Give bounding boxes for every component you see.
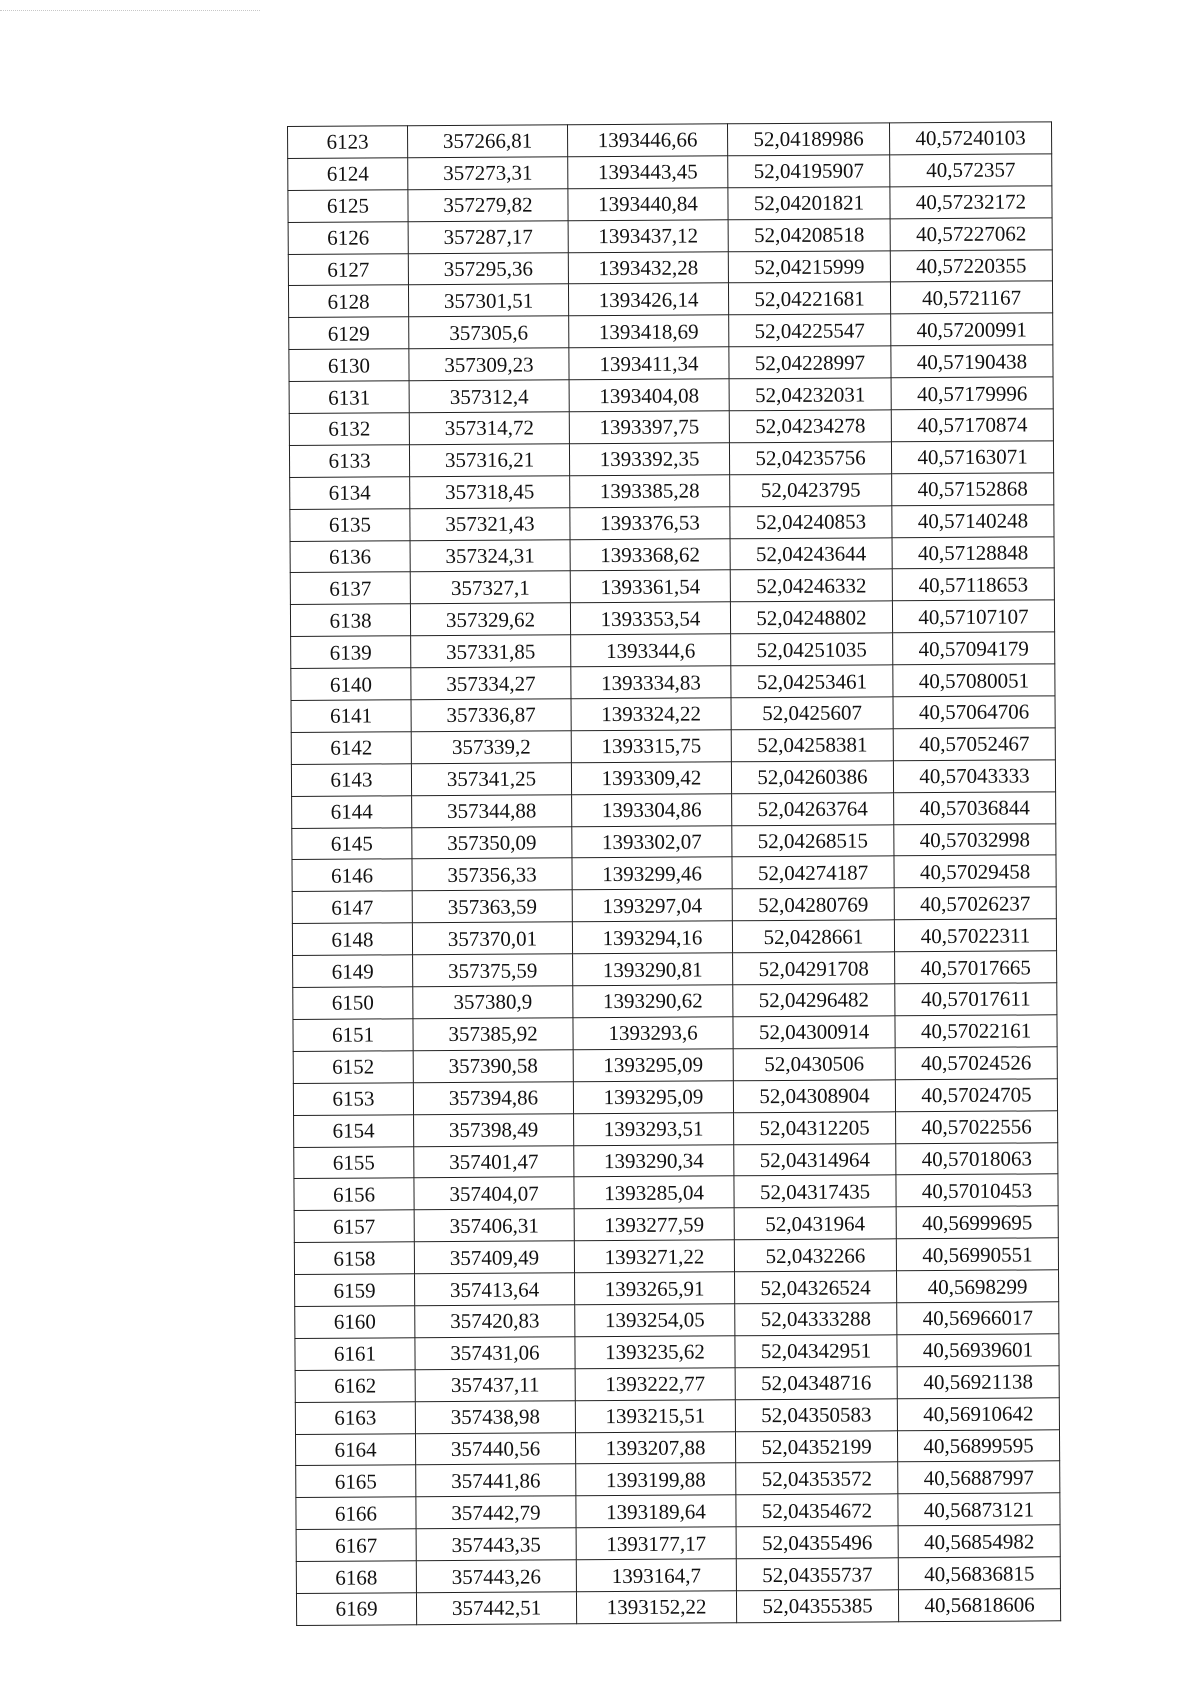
table-row — [294, 1174, 1058, 1211]
longitude-cell: 40,57029458 — [894, 855, 1056, 888]
longitude-cell: 40,56836815 — [898, 1557, 1060, 1590]
table-row — [288, 186, 1052, 223]
longitude-cell: 40,57018063 — [896, 1142, 1058, 1175]
point-number-cell: 6149 — [293, 955, 413, 988]
x-coordinate-cell: 357341,25 — [411, 763, 571, 796]
latitude-cell: 52,04355737 — [736, 1558, 898, 1591]
x-coordinate-cell: 357443,26 — [416, 1560, 576, 1593]
table-row — [291, 632, 1055, 669]
y-coordinate-cell: 1393177,17 — [576, 1527, 736, 1560]
x-coordinate-cell: 357350,09 — [412, 826, 572, 859]
latitude-cell: 52,04342951 — [735, 1335, 897, 1368]
table-row — [291, 760, 1055, 797]
y-coordinate-cell: 1393207,88 — [575, 1431, 735, 1464]
table-row — [293, 951, 1057, 988]
latitude-cell: 52,04246332 — [730, 569, 892, 602]
table-row — [293, 1047, 1057, 1084]
x-coordinate-cell: 357437,11 — [415, 1368, 575, 1401]
y-coordinate-cell: 1393392,35 — [569, 443, 729, 476]
latitude-cell: 52,04312205 — [734, 1111, 896, 1144]
longitude-cell: 40,56854982 — [898, 1525, 1060, 1558]
table-row — [296, 1557, 1060, 1594]
y-coordinate-cell: 1393295,09 — [573, 1049, 733, 1082]
latitude-cell: 52,04300914 — [733, 1016, 895, 1049]
table-row — [292, 823, 1056, 860]
latitude-cell: 52,04253461 — [731, 665, 893, 698]
longitude-cell: 40,572357 — [890, 154, 1052, 187]
table-row — [295, 1302, 1059, 1339]
x-coordinate-cell: 357385,92 — [413, 1018, 573, 1051]
table-row — [292, 887, 1056, 924]
latitude-cell: 52,04355385 — [736, 1590, 898, 1623]
longitude-cell: 40,57010453 — [896, 1174, 1058, 1207]
x-coordinate-cell: 357331,85 — [411, 635, 571, 668]
y-coordinate-cell: 1393397,75 — [569, 411, 729, 444]
table-row — [288, 218, 1052, 255]
point-number-cell: 6130 — [289, 349, 409, 382]
table-row — [289, 345, 1053, 382]
longitude-cell: 40,57064706 — [893, 696, 1055, 729]
y-coordinate-cell: 1393299,46 — [572, 857, 732, 890]
y-coordinate-cell: 1393368,62 — [570, 538, 730, 571]
table-row — [295, 1397, 1059, 1434]
longitude-cell: 40,57118653 — [892, 568, 1054, 601]
table-row — [295, 1334, 1059, 1371]
y-coordinate-cell: 1393440,84 — [568, 188, 728, 221]
point-number-cell: 6158 — [294, 1242, 414, 1275]
x-coordinate-cell: 357327,1 — [410, 571, 570, 604]
x-coordinate-cell: 357409,49 — [414, 1241, 574, 1274]
longitude-cell: 40,57043333 — [893, 760, 1055, 793]
y-coordinate-cell: 1393432,28 — [568, 251, 728, 284]
latitude-cell: 52,04240853 — [730, 505, 892, 538]
longitude-cell: 40,57140248 — [892, 505, 1054, 538]
x-coordinate-cell: 357413,64 — [415, 1273, 575, 1306]
point-number-cell: 6127 — [288, 253, 408, 286]
point-number-cell: 6164 — [295, 1433, 415, 1466]
y-coordinate-cell: 1393295,09 — [573, 1081, 733, 1114]
table-row — [290, 505, 1054, 542]
longitude-cell: 40,57232172 — [890, 186, 1052, 219]
latitude-cell: 52,0431964 — [734, 1207, 896, 1240]
longitude-cell: 40,57036844 — [894, 792, 1056, 825]
x-coordinate-cell: 357442,51 — [416, 1592, 576, 1625]
table-row — [289, 441, 1053, 478]
longitude-cell: 40,57024526 — [895, 1047, 1057, 1080]
latitude-cell: 52,04251035 — [731, 633, 893, 666]
y-coordinate-cell: 1393418,69 — [569, 315, 729, 348]
longitude-cell: 40,57026237 — [894, 887, 1056, 920]
point-number-cell: 6141 — [291, 700, 411, 733]
point-number-cell: 6132 — [289, 413, 409, 446]
longitude-cell: 40,56966017 — [897, 1302, 1059, 1335]
latitude-cell: 52,0423795 — [730, 474, 892, 507]
x-coordinate-cell: 357363,59 — [412, 890, 572, 923]
latitude-cell: 52,04243644 — [730, 537, 892, 570]
y-coordinate-cell: 1393437,12 — [568, 219, 728, 252]
x-coordinate-cell: 357375,59 — [413, 954, 573, 987]
point-number-cell: 6126 — [288, 221, 408, 254]
y-coordinate-cell: 1393293,51 — [574, 1112, 734, 1145]
x-coordinate-cell: 357431,06 — [415, 1337, 575, 1370]
longitude-cell: 40,56939601 — [897, 1334, 1059, 1367]
point-number-cell: 6167 — [296, 1529, 416, 1562]
table-row — [296, 1493, 1060, 1530]
latitude-cell: 52,04355496 — [736, 1526, 898, 1559]
table-row — [288, 122, 1052, 159]
point-number-cell: 6144 — [292, 795, 412, 828]
x-coordinate-cell: 357390,58 — [413, 1050, 573, 1083]
y-coordinate-cell: 1393290,34 — [574, 1144, 734, 1177]
longitude-cell: 40,57170874 — [891, 409, 1053, 442]
table-row — [288, 281, 1052, 318]
table-row — [293, 1079, 1057, 1116]
x-coordinate-cell: 357356,33 — [412, 858, 572, 891]
latitude-cell: 52,04225547 — [729, 314, 891, 347]
table-row — [288, 154, 1052, 191]
y-coordinate-cell: 1393199,88 — [576, 1463, 736, 1496]
latitude-cell: 52,04348716 — [735, 1367, 897, 1400]
x-coordinate-cell: 357309,23 — [409, 348, 569, 381]
table-row — [296, 1589, 1060, 1626]
latitude-cell: 52,04208518 — [728, 218, 890, 251]
point-number-cell: 6140 — [291, 668, 411, 701]
y-coordinate-cell: 1393285,04 — [574, 1176, 734, 1209]
x-coordinate-cell: 357441,86 — [416, 1464, 576, 1497]
x-coordinate-cell: 357370,01 — [412, 922, 572, 955]
latitude-cell: 52,04333288 — [735, 1303, 897, 1336]
x-coordinate-cell: 357324,31 — [410, 539, 570, 572]
longitude-cell: 40,56990551 — [896, 1238, 1058, 1271]
point-number-cell: 6159 — [295, 1274, 415, 1307]
latitude-cell: 52,04228997 — [729, 346, 891, 379]
latitude-cell: 52,0432266 — [734, 1239, 896, 1272]
y-coordinate-cell: 1393324,22 — [571, 698, 731, 731]
latitude-cell: 52,04263764 — [732, 793, 894, 826]
longitude-cell: 40,57052467 — [893, 728, 1055, 761]
point-number-cell: 6160 — [295, 1306, 415, 1339]
point-number-cell: 6148 — [292, 923, 412, 956]
y-coordinate-cell: 1393426,14 — [568, 283, 728, 316]
x-coordinate-cell: 357266,81 — [408, 125, 568, 158]
x-coordinate-cell: 357344,88 — [412, 794, 572, 827]
longitude-cell: 40,57190438 — [891, 345, 1053, 378]
latitude-cell: 52,04308904 — [733, 1080, 895, 1113]
x-coordinate-cell: 357318,45 — [410, 476, 570, 509]
longitude-cell: 40,56899595 — [897, 1429, 1059, 1462]
longitude-cell: 40,57080051 — [893, 664, 1055, 697]
longitude-cell: 40,56921138 — [897, 1366, 1059, 1399]
x-coordinate-cell: 357301,51 — [408, 284, 568, 317]
x-coordinate-cell: 357420,83 — [415, 1305, 575, 1338]
x-coordinate-cell: 357339,2 — [411, 731, 571, 764]
latitude-cell: 52,04296482 — [733, 984, 895, 1017]
latitude-cell: 52,0428661 — [732, 920, 894, 953]
x-coordinate-cell: 357312,4 — [409, 380, 569, 413]
table-row — [290, 536, 1054, 573]
latitude-cell: 52,04314964 — [734, 1143, 896, 1176]
point-number-cell: 6156 — [294, 1178, 414, 1211]
point-number-cell: 6154 — [294, 1114, 414, 1147]
x-coordinate-cell: 357443,35 — [416, 1528, 576, 1561]
latitude-cell: 52,04326524 — [735, 1271, 897, 1304]
x-coordinate-cell: 357442,79 — [416, 1496, 576, 1529]
table-row — [289, 409, 1053, 446]
point-number-cell: 6161 — [295, 1338, 415, 1371]
longitude-cell: 40,57200991 — [891, 313, 1053, 346]
y-coordinate-cell: 1393215,51 — [575, 1399, 735, 1432]
y-coordinate-cell: 1393315,75 — [571, 730, 731, 763]
longitude-cell: 40,57094179 — [893, 632, 1055, 665]
y-coordinate-cell: 1393222,77 — [575, 1368, 735, 1401]
latitude-cell: 52,04189986 — [727, 123, 889, 156]
point-number-cell: 6125 — [288, 190, 408, 223]
point-number-cell: 6129 — [289, 317, 409, 350]
point-number-cell: 6155 — [294, 1146, 414, 1179]
table-row — [288, 249, 1052, 286]
table-row — [292, 792, 1056, 829]
latitude-cell: 52,04201821 — [728, 187, 890, 220]
table-row — [290, 600, 1054, 637]
latitude-cell: 52,04221681 — [728, 282, 890, 315]
longitude-cell: 40,57163071 — [891, 441, 1053, 474]
y-coordinate-cell: 1393302,07 — [572, 825, 732, 858]
point-number-cell: 6137 — [290, 572, 410, 605]
x-coordinate-cell: 357334,27 — [411, 667, 571, 700]
y-coordinate-cell: 1393334,83 — [571, 666, 731, 699]
point-number-cell: 6147 — [292, 891, 412, 924]
y-coordinate-cell: 1393152,22 — [576, 1591, 736, 1624]
x-coordinate-cell: 357314,72 — [409, 412, 569, 445]
latitude-cell: 52,04352199 — [735, 1430, 897, 1463]
x-coordinate-cell: 357438,98 — [415, 1400, 575, 1433]
point-number-cell: 6165 — [296, 1465, 416, 1498]
table-row — [291, 696, 1055, 733]
table-row — [290, 473, 1054, 510]
latitude-cell: 52,04248802 — [730, 601, 892, 634]
point-number-cell: 6139 — [291, 636, 411, 669]
y-coordinate-cell: 1393304,86 — [572, 793, 732, 826]
table-row — [289, 377, 1053, 414]
longitude-cell: 40,57107107 — [892, 600, 1054, 633]
latitude-cell: 52,04234278 — [729, 410, 891, 443]
longitude-cell: 40,5698299 — [897, 1270, 1059, 1303]
latitude-cell: 52,04280769 — [732, 888, 894, 921]
longitude-cell: 40,57022556 — [896, 1110, 1058, 1143]
y-coordinate-cell: 1393254,05 — [575, 1304, 735, 1337]
x-coordinate-cell: 357273,31 — [408, 157, 568, 190]
longitude-cell: 40,57024705 — [895, 1079, 1057, 1112]
latitude-cell: 52,0425607 — [731, 697, 893, 730]
longitude-cell: 40,56887997 — [898, 1461, 1060, 1494]
latitude-cell: 52,04215999 — [728, 250, 890, 283]
table-row — [293, 1015, 1057, 1052]
x-coordinate-cell: 357321,43 — [410, 507, 570, 540]
x-coordinate-cell: 357380,9 — [413, 986, 573, 1019]
point-number-cell: 6152 — [293, 1051, 413, 1084]
latitude-cell: 52,04235756 — [729, 442, 891, 475]
point-number-cell: 6169 — [296, 1593, 416, 1626]
y-coordinate-cell: 1393265,91 — [575, 1272, 735, 1305]
point-number-cell: 6128 — [288, 285, 408, 318]
x-coordinate-cell: 357295,36 — [408, 252, 568, 285]
point-number-cell: 6163 — [295, 1401, 415, 1434]
x-coordinate-cell: 357279,82 — [408, 189, 568, 222]
y-coordinate-cell: 1393446,66 — [567, 124, 727, 157]
y-coordinate-cell: 1393404,08 — [569, 379, 729, 412]
y-coordinate-cell: 1393376,53 — [570, 506, 730, 539]
y-coordinate-cell: 1393344,6 — [571, 634, 731, 667]
point-number-cell: 6168 — [296, 1561, 416, 1594]
longitude-cell: 40,5721167 — [890, 281, 1052, 314]
point-number-cell: 6134 — [290, 477, 410, 510]
y-coordinate-cell: 1393235,62 — [575, 1336, 735, 1369]
point-number-cell: 6150 — [293, 987, 413, 1020]
x-coordinate-cell: 357305,6 — [409, 316, 569, 349]
x-coordinate-cell: 357287,17 — [408, 220, 568, 253]
table-row — [296, 1525, 1060, 1562]
latitude-cell: 52,04353572 — [736, 1462, 898, 1495]
point-number-cell: 6166 — [296, 1497, 416, 1530]
table-row — [295, 1366, 1059, 1403]
latitude-cell: 52,04354672 — [736, 1494, 898, 1527]
point-number-cell: 6133 — [289, 445, 409, 478]
longitude-cell: 40,57240103 — [889, 122, 1051, 155]
point-number-cell: 6157 — [294, 1210, 414, 1243]
longitude-cell: 40,57152868 — [892, 473, 1054, 506]
point-number-cell: 6146 — [292, 859, 412, 892]
x-coordinate-cell: 357336,87 — [411, 699, 571, 732]
coordinates-table — [287, 121, 1061, 1626]
table-row — [291, 664, 1055, 701]
longitude-cell: 40,56999695 — [896, 1206, 1058, 1239]
longitude-cell: 40,57128848 — [892, 536, 1054, 569]
point-number-cell: 6124 — [288, 158, 408, 191]
table-row — [292, 855, 1056, 892]
longitude-cell: 40,57032998 — [894, 823, 1056, 856]
longitude-cell: 40,57017611 — [895, 983, 1057, 1016]
coordinates-table-body — [288, 122, 1061, 1625]
point-number-cell: 6162 — [295, 1369, 415, 1402]
x-coordinate-cell: 357329,62 — [410, 603, 570, 636]
table-row — [289, 313, 1053, 350]
x-coordinate-cell: 357394,86 — [413, 1081, 573, 1114]
y-coordinate-cell: 1393297,04 — [572, 889, 732, 922]
latitude-cell: 52,04258381 — [731, 729, 893, 762]
table-row — [294, 1206, 1058, 1243]
longitude-cell: 40,57179996 — [891, 377, 1053, 410]
table-row — [291, 728, 1055, 765]
point-number-cell: 6135 — [290, 508, 410, 541]
longitude-cell: 40,57022311 — [894, 919, 1056, 952]
table-row — [293, 983, 1057, 1020]
latitude-cell: 52,04268515 — [732, 824, 894, 857]
table-row — [296, 1461, 1060, 1498]
longitude-cell: 40,57220355 — [890, 249, 1052, 282]
point-number-cell: 6136 — [290, 540, 410, 573]
latitude-cell: 52,0430506 — [733, 1048, 895, 1081]
longitude-cell: 40,56818606 — [898, 1589, 1060, 1622]
longitude-cell: 40,56873121 — [898, 1493, 1060, 1526]
y-coordinate-cell: 1393277,59 — [574, 1208, 734, 1241]
point-number-cell: 6138 — [290, 604, 410, 637]
latitude-cell: 52,04291708 — [733, 952, 895, 985]
longitude-cell: 40,57227062 — [890, 218, 1052, 251]
latitude-cell: 52,04232031 — [729, 378, 891, 411]
y-coordinate-cell: 1393361,54 — [570, 570, 730, 603]
x-coordinate-cell: 357398,49 — [414, 1113, 574, 1146]
x-coordinate-cell: 357316,21 — [409, 444, 569, 477]
y-coordinate-cell: 1393290,62 — [573, 985, 733, 1018]
x-coordinate-cell: 357404,07 — [414, 1177, 574, 1210]
x-coordinate-cell: 357440,56 — [415, 1432, 575, 1465]
longitude-cell: 40,57022161 — [895, 1015, 1057, 1048]
latitude-cell: 52,04350583 — [735, 1398, 897, 1431]
y-coordinate-cell: 1393385,28 — [570, 475, 730, 508]
y-coordinate-cell: 1393271,22 — [574, 1240, 734, 1273]
latitude-cell: 52,04317435 — [734, 1175, 896, 1208]
point-number-cell: 6142 — [291, 732, 411, 765]
y-coordinate-cell: 1393443,45 — [568, 156, 728, 189]
point-number-cell: 6143 — [291, 764, 411, 797]
y-coordinate-cell: 1393164,7 — [576, 1559, 736, 1592]
point-number-cell: 6123 — [288, 126, 408, 159]
table-row — [294, 1238, 1058, 1275]
x-coordinate-cell: 357406,31 — [414, 1209, 574, 1242]
latitude-cell: 52,04274187 — [732, 856, 894, 889]
y-coordinate-cell: 1393293,6 — [573, 1017, 733, 1050]
table-row — [290, 568, 1054, 605]
table-row — [295, 1429, 1059, 1466]
x-coordinate-cell: 357401,47 — [414, 1145, 574, 1178]
table-row — [292, 919, 1056, 956]
table-row — [294, 1110, 1058, 1147]
scan-edge-mark — [0, 10, 260, 11]
latitude-cell: 52,04195907 — [728, 155, 890, 188]
point-number-cell: 6145 — [292, 827, 412, 860]
point-number-cell: 6151 — [293, 1019, 413, 1052]
y-coordinate-cell: 1393294,16 — [572, 921, 732, 954]
y-coordinate-cell: 1393411,34 — [569, 347, 729, 380]
point-number-cell: 6131 — [289, 381, 409, 414]
table-row — [295, 1270, 1059, 1307]
point-number-cell: 6153 — [293, 1082, 413, 1115]
y-coordinate-cell: 1393290,81 — [573, 953, 733, 986]
y-coordinate-cell: 1393353,54 — [570, 602, 730, 635]
longitude-cell: 40,56910642 — [897, 1397, 1059, 1430]
y-coordinate-cell: 1393189,64 — [576, 1495, 736, 1528]
latitude-cell: 52,04260386 — [731, 761, 893, 794]
table-row — [294, 1142, 1058, 1179]
longitude-cell: 40,57017665 — [895, 951, 1057, 984]
y-coordinate-cell: 1393309,42 — [571, 762, 731, 795]
